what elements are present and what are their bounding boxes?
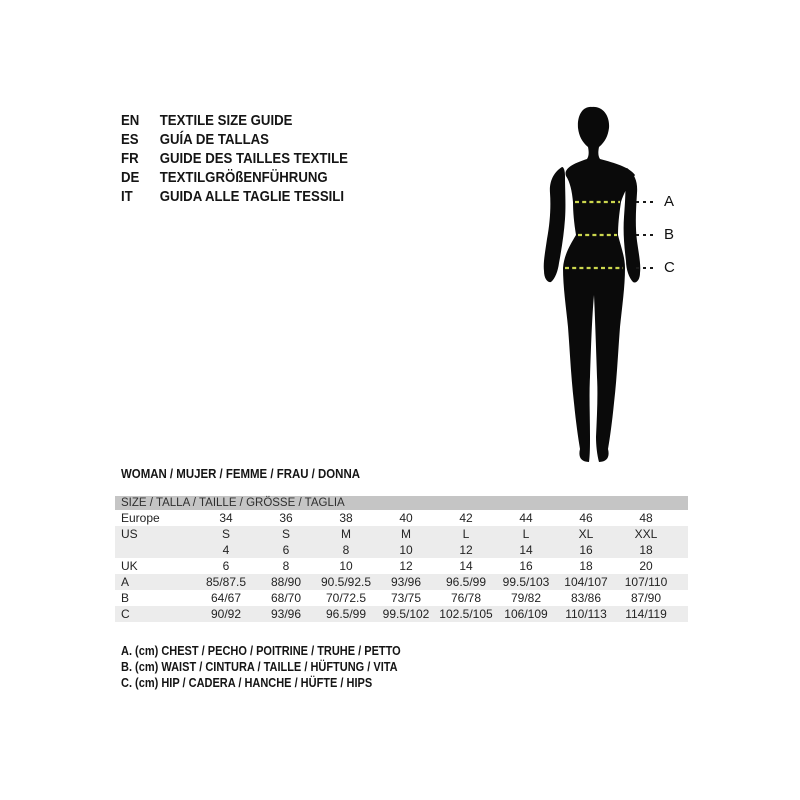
table-cell: 8 — [282, 559, 290, 573]
language-title: TEXTILE SIZE GUIDE — [159, 112, 293, 129]
legend-line-chest: A. (cm) CHEST / PECHO / POITRINE / TRUHE / PETTO — [121, 644, 401, 658]
table-row-hip-c — [115, 606, 688, 622]
table-cell: 107/110 — [624, 575, 668, 589]
table-cell: 48 — [639, 511, 653, 525]
table-cell: 93/96 — [270, 607, 302, 621]
table-cell: M — [401, 527, 411, 541]
row-label-a: A — [121, 575, 130, 589]
language-code: ES — [121, 131, 139, 148]
table-cell: 90.5/92.5 — [320, 575, 372, 589]
table-cell: 102.5/105 — [439, 607, 493, 621]
table-cell: 6 — [222, 559, 230, 573]
woman-silhouette-figure — [530, 95, 710, 475]
table-cell: 68/70 — [270, 591, 302, 605]
table-cell: 104/107 — [564, 575, 608, 589]
table-cell: S — [281, 527, 290, 541]
table-cell: 73/75 — [390, 591, 422, 605]
table-cell: 6 — [282, 543, 290, 557]
language-row — [121, 187, 348, 206]
row-label-c: C — [121, 607, 130, 621]
table-cell: 12 — [459, 543, 473, 557]
measure-label-c: C — [664, 259, 675, 276]
measure-label-b: B — [664, 226, 675, 243]
table-cell: XXL — [634, 527, 658, 541]
table-cell: 99.5/102 — [382, 607, 430, 621]
table-cell: 114/119 — [625, 607, 667, 621]
section-title-woman: WOMAN / MUJER / FEMME / FRAU / DONNA — [121, 466, 360, 481]
table-cell: 110/113 — [565, 607, 607, 621]
table-cell: 42 — [459, 511, 473, 525]
table-cell: 18 — [579, 559, 593, 573]
size-table-header: SIZE / TALLA / TAILLE / GRÖSSE / TAGLIA — [115, 496, 688, 510]
table-cell: 85/87.5 — [205, 575, 247, 589]
language-title-list — [121, 111, 348, 206]
language-title: GUÍA DE TALLAS — [159, 131, 269, 148]
table-cell: 93/96 — [390, 575, 422, 589]
right-arm-silhouette — [624, 168, 641, 283]
table-cell: 38 — [339, 511, 353, 525]
woman-body-silhouette — [563, 107, 635, 462]
table-cell: 10 — [339, 559, 353, 573]
table-cell: 16 — [519, 559, 533, 573]
language-title: TEXTILGRÖßENFÜHRUNG — [159, 169, 328, 186]
table-cell: XL — [578, 527, 594, 541]
table-cell: 40 — [399, 511, 413, 525]
table-cell: 44 — [519, 511, 533, 525]
table-row-europe — [115, 510, 688, 526]
table-cell: 16 — [579, 543, 593, 557]
table-cell: S — [221, 527, 230, 541]
table-cell: 106/109 — [504, 607, 548, 621]
table-row-waist-b — [115, 590, 688, 606]
language-row — [121, 130, 348, 149]
language-row — [121, 111, 348, 130]
table-cell: 99.5/103 — [502, 575, 550, 589]
us-number-sizes-row — [115, 542, 688, 558]
table-cell: 18 — [639, 543, 653, 557]
language-title: GUIDA ALLE TAGLIE TESSILI — [159, 188, 345, 205]
language-title: GUIDE DES TAILLES TEXTILE — [159, 150, 348, 167]
table-cell: 64/67 — [210, 591, 242, 605]
row-label-us: US — [121, 527, 138, 541]
language-code: IT — [121, 188, 133, 205]
table-cell: 46 — [579, 511, 593, 525]
measurement-legend — [121, 643, 401, 691]
table-row-uk — [115, 558, 688, 574]
table-cell: 4 — [222, 543, 230, 557]
table-cell: 14 — [519, 543, 533, 557]
table-cell: 96.5/99 — [325, 607, 367, 621]
legend-line-hip: C. (cm) HIP / CADERA / HANCHE / HÜFTE / HIPS — [121, 676, 373, 690]
table-row-us — [115, 526, 688, 558]
table-cell: 14 — [459, 559, 473, 573]
legend-line-waist: B. (cm) WAIST / CINTURA / TAILLE / HÜFTUNG / VITA — [121, 660, 398, 674]
table-cell: L — [522, 527, 530, 541]
language-code: FR — [121, 150, 139, 167]
language-row — [121, 149, 348, 168]
table-row-chest-a — [115, 574, 688, 590]
row-label-europe: Europe — [121, 511, 160, 525]
table-cell: 90/92 — [210, 607, 242, 621]
table-cell: 12 — [399, 559, 413, 573]
language-code: DE — [121, 169, 140, 186]
table-cell: 34 — [219, 511, 233, 525]
table-cell: 10 — [399, 543, 413, 557]
table-cell: 96.5/99 — [445, 575, 487, 589]
table-cell: 83/86 — [570, 591, 602, 605]
us-letter-sizes-row — [115, 526, 688, 542]
table-cell: 76/78 — [450, 591, 482, 605]
table-cell: 20 — [639, 559, 653, 573]
language-row — [121, 168, 348, 187]
row-label-uk: UK — [121, 559, 138, 573]
table-cell: 88/90 — [270, 575, 302, 589]
left-arm-silhouette — [544, 167, 566, 282]
table-cell: M — [341, 527, 351, 541]
table-cell: 79/82 — [510, 591, 542, 605]
row-label-b: B — [121, 591, 130, 605]
table-cell: 70/72.5 — [325, 591, 367, 605]
table-cell: 36 — [279, 511, 293, 525]
table-cell: L — [462, 527, 470, 541]
table-cell: 87/90 — [630, 591, 662, 605]
measure-label-a: A — [664, 193, 675, 210]
language-code: EN — [121, 112, 140, 129]
table-cell: 8 — [342, 543, 350, 557]
size-table — [115, 496, 688, 622]
